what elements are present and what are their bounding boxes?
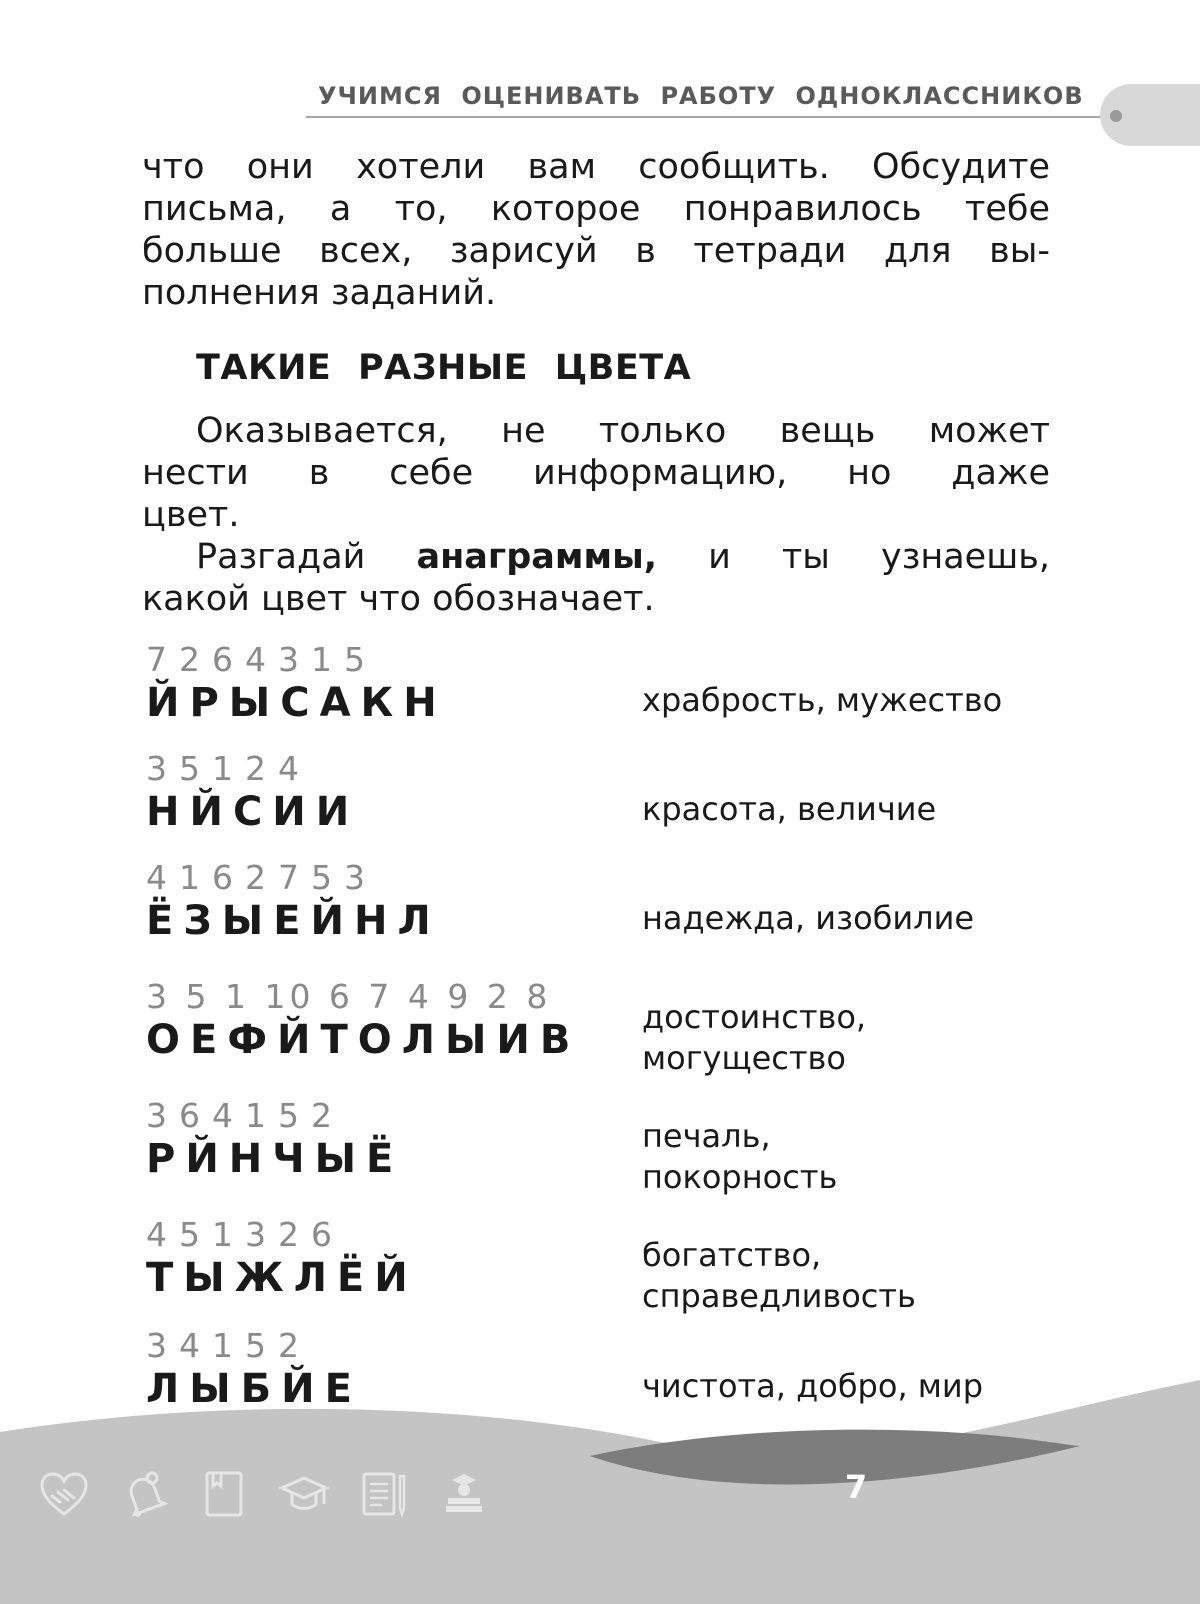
anagram-letters: ЛЫБЙЕ bbox=[146, 1366, 362, 1412]
task-text-start: Разгадай bbox=[196, 537, 366, 577]
text-line: больше всех, зарисуй в тетради для вы- bbox=[142, 231, 1050, 271]
anagram-letters: ЁЗЫЕЙНЛ bbox=[146, 898, 441, 944]
anagram-digits: 7264315 bbox=[146, 640, 377, 679]
page-number: 7 bbox=[844, 1468, 868, 1506]
anagram-meaning: надежда, изобилие bbox=[642, 899, 975, 937]
anagram-meaning: чистота, добро, мир bbox=[642, 1367, 984, 1405]
anagram-row bbox=[146, 858, 1056, 944]
anagram-row bbox=[146, 977, 1056, 1077]
book-icon bbox=[198, 1468, 250, 1520]
text-line: что они хотели вам сообщить. Обсудите bbox=[142, 147, 1050, 187]
graduation-cap-icon bbox=[278, 1468, 330, 1520]
header-rule bbox=[306, 116, 1116, 118]
anagram-letters: РЙНЧЫЁ bbox=[146, 1136, 404, 1182]
anagram-row bbox=[146, 1096, 1056, 1196]
anagram-row bbox=[146, 749, 1056, 835]
intro-paragraph bbox=[142, 146, 1050, 314]
footer-icons bbox=[38, 1468, 490, 1520]
graduate-books-icon bbox=[438, 1468, 490, 1520]
anagram-digits: 3 5 1 10 6 7 4 9 2 8 bbox=[146, 977, 552, 1016]
notebook-pencil-icon bbox=[358, 1468, 410, 1520]
anagram-meaning: богатство, справедливость bbox=[642, 1236, 916, 1315]
anagram-digits: 34152 bbox=[146, 1326, 311, 1365]
section-title: ТАКИЕ РАЗНЫЕ ЦВЕТА bbox=[196, 348, 692, 388]
header-tab-dot bbox=[1110, 110, 1122, 122]
anagram-meaning: печаль, покорность bbox=[642, 1117, 838, 1196]
text-line: Оказывается, не только вещь может bbox=[196, 411, 1050, 451]
text-line: письма, а то, которое понравилось тебе bbox=[142, 189, 1050, 229]
paragraph-colors-info bbox=[142, 410, 1050, 536]
text-line: полнения заданий. bbox=[142, 273, 497, 313]
text-line: какой цвет что обозначает. bbox=[142, 579, 655, 619]
anagram-digits: 35124 bbox=[146, 749, 311, 788]
task-keyword: анаграммы, bbox=[416, 537, 658, 577]
anagram-letters: ЙРЫСАКН bbox=[146, 680, 447, 726]
bell-icon bbox=[118, 1468, 170, 1520]
anagram-meaning: храбрость, мужество bbox=[642, 681, 1003, 719]
anagram-row bbox=[146, 1215, 1056, 1315]
text-line bbox=[142, 536, 1050, 578]
anagram-digits: 364152 bbox=[146, 1096, 344, 1135]
anagram-letters: ТЫЖЛЁЙ bbox=[146, 1255, 418, 1301]
anagram-meaning: достоинство, могущество bbox=[642, 998, 867, 1077]
paragraph-task bbox=[142, 536, 1050, 620]
text-line: цвет. bbox=[142, 495, 240, 535]
anagram-meaning: красота, величие bbox=[642, 790, 937, 828]
handshake-heart-icon bbox=[38, 1468, 90, 1520]
anagram-letters: ОЕФЙТОЛЫИВ bbox=[146, 1017, 581, 1063]
task-text-end: и ты узнаешь, bbox=[708, 537, 1050, 577]
anagram-letters: НЙСИИ bbox=[146, 789, 360, 835]
anagram-row bbox=[146, 640, 1056, 726]
text-line: нести в себе информацию, но даже bbox=[142, 453, 1050, 493]
anagram-digits: 4162753 bbox=[146, 858, 377, 897]
running-header: УЧИМСЯ ОЦЕНИВАТЬ РАБОТУ ОДНОКЛАССНИКОВ bbox=[318, 82, 1084, 110]
anagram-digits: 451326 bbox=[146, 1215, 344, 1254]
